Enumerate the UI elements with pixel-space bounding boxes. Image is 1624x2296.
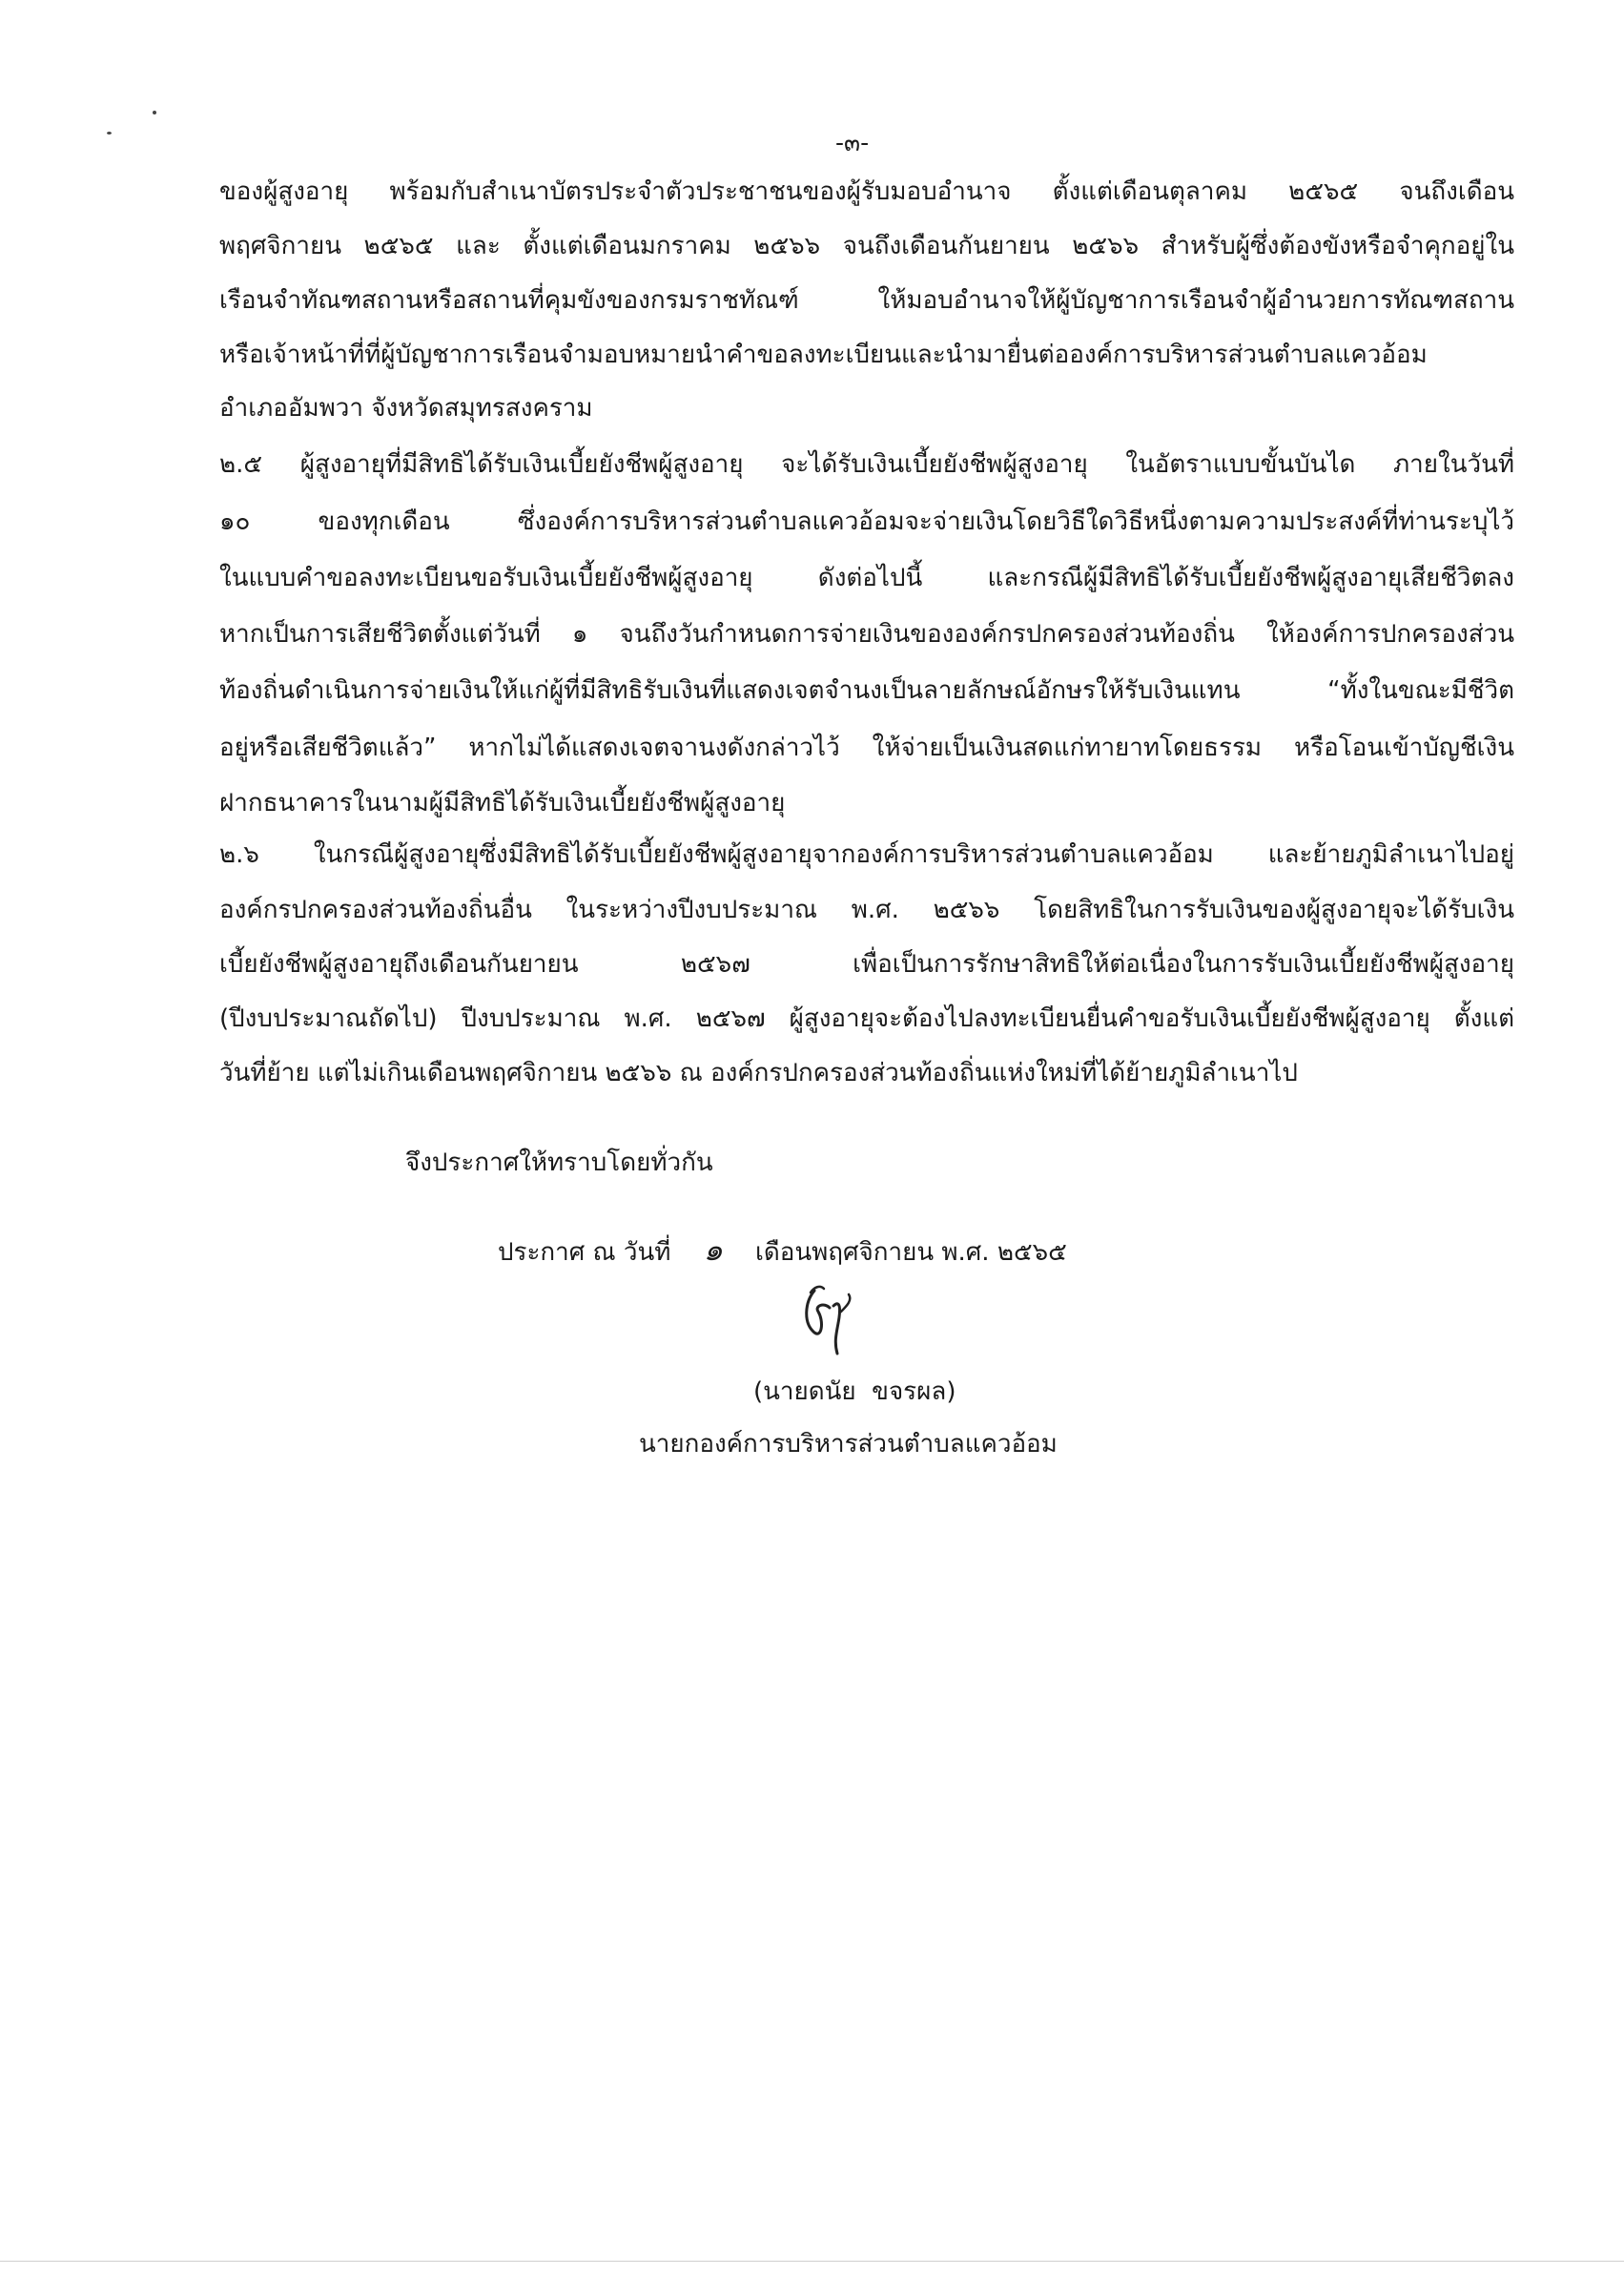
paragraph-line: ของผู้สูงอายุ พร้อมกับสำเนาบัตรประจำตัวประชาชนของผู้รับมอบอำนาจ ตั้งแต่เดือนตุลาคม ๒๕๖๕ จนถึงเดือน (219, 177, 1514, 206)
signer-title: นายกองค์การบริหารส่วนตำบลแควอ้อม (639, 1430, 1058, 1458)
scan-speck (153, 111, 156, 114)
clause-2-5-line: อยู่หรือเสียชีวิตแล้ว” หากไม่ได้แสดงเจตจานงดังกล่าวไว้ ให้จ่ายเป็นเงินสดแก่ทายาทโดยธรรม หรือโอนเข้าบัญชีเงิน (219, 734, 1514, 762)
clause-2-5-line: ๑๐ ของทุกเดือน ซึ่งองค์การบริหารส่วนตำบลแควอ้อมจะจ่ายเงินโดยวิธีใดวิธีหนึ่งตามความประสงค์ที่ท่านระบุไว้ (219, 507, 1514, 536)
clause-2-6-line: ๒.๖ ในกรณีผู้สูงอายุซึ่งมีสิทธิได้รับเบี้ยยังชีพผู้สูงอายุจากองค์การบริหารส่วนตำบลแควอ้อม และย้ายภูมิลำเนาไปอยู่ (219, 840, 1514, 869)
paragraph-line: หรือเจ้าหน้าที่ที่ผู้บัญชาการเรือนจำมอบหมายนำคำขอลงทะเบียนและนำมายื่นต่อองค์การบริหารส่วนตำบลแควอ้อม (219, 341, 1428, 369)
clause-2-5-line: ในแบบคำขอลงทะเบียนขอรับเงินเบี้ยยังชีพผู้สูงอายุ ดังต่อไปนี้ และกรณีผู้มีสิทธิได้รับเบี้ยยังชีพผู้สูงอายุเสียชีวิตลง (219, 564, 1514, 592)
handwritten-signature (786, 1273, 872, 1359)
scan-edge-line (0, 2261, 1624, 2262)
date-day-handwritten: ๑ (703, 1231, 723, 1268)
announcement-date (498, 1226, 1067, 1274)
scan-speck (107, 132, 112, 134)
clause-2-5-line: ๒.๕ ผู้สูงอายุที่มีสิทธิได้รับเงินเบี้ยยังชีพผู้สูงอายุ จะได้รับเงินเบี้ยยังชีพผู้สูงอายุ ในอัตราแบบขั้นบันได ภายในวันที่ (219, 450, 1514, 479)
page-number: -๓- (835, 129, 870, 156)
paragraph-line: อำเภออัมพวา จังหวัดสมุทรสงคราม (219, 394, 593, 423)
clause-2-5-line: ท้องถิ่นดำเนินการจ่ายเงินให้แก่ผู้ที่มีสิทธิรับเงินที่แสดงเจตจำนงเป็นลายลักษณ์อักษรให้รับเงินแทน “ทั้งในขณะมีชีวิต (219, 676, 1514, 705)
clause-2-5-line: ฝากธนาคารในนามผู้มีสิทธิได้รับเงินเบี้ยยังชีพผู้สูงอายุ (219, 789, 786, 817)
clause-2-6-line: องค์กรปกครองส่วนท้องถิ่นอื่น ในระหว่างปีงบประมาณ พ.ศ. ๒๕๖๖ โดยสิทธิในการรับเงินของผู้สูงอายุจะได้รับเงิน (219, 896, 1514, 924)
date-suffix: เดือนพฤศจิกายน พ.ศ. ๒๕๖๕ (754, 1238, 1067, 1267)
clause-2-6-line: วันที่ย้าย แต่ไม่เกินเดือนพฤศจิกายน ๒๕๖๖ ณ องค์กรปกครองส่วนท้องถิ่นแห่งใหม่ที่ได้ย้ายภูมิลำเนาไป (219, 1059, 1298, 1087)
signer-name: (นายดนัย ขจรผล) (753, 1377, 956, 1406)
clause-2-6-line: เบี้ยยังชีพผู้สูงอายุถึงเดือนกันยายน ๒๕๖๗ เพื่อเป็นการรักษาสิทธิให้ต่อเนื่องในการรับเงินเบี้ยยังชีพผู้สูงอายุ (219, 950, 1514, 979)
closing-statement: จึงประกาศให้ทราบโดยทั่วกัน (405, 1148, 713, 1177)
clause-2-6-line: (ปีงบประมาณถัดไป) ปีงบประมาณ พ.ศ. ๒๕๖๗ ผู้สูงอายุจะต้องไปลงทะเบียนยื่นคำขอรับเงินเบี้ยยังชีพผู้สูงอายุ ตั้งแต่ (219, 1004, 1514, 1033)
date-prefix: ประกาศ ณ วันที่ (498, 1238, 671, 1267)
paragraph-line: เรือนจำทัณฑสถานหรือสถานที่คุมขังของกรมราชทัณฑ์ ให้มอบอำนาจให้ผู้บัญชาการเรือนจำผู้อำนวยการทัณฑสถาน (219, 286, 1514, 315)
paragraph-line: พฤศจิกายน ๒๕๖๕ และ ตั้งแต่เดือนมกราคม ๒๕๖๖ จนถึงเดือนกันยายน ๒๕๖๖ สำหรับผู้ซึ่งต้องขังหรือจำคุกอยู่ใน (219, 232, 1514, 260)
clause-2-5-line: หากเป็นการเสียชีวิตตั้งแต่วันที่ ๑ จนถึงวันกำหนดการจ่ายเงินขององค์กรปกครองส่วนท้องถิ่น ให้องค์การปกครองส่วน (219, 620, 1514, 649)
